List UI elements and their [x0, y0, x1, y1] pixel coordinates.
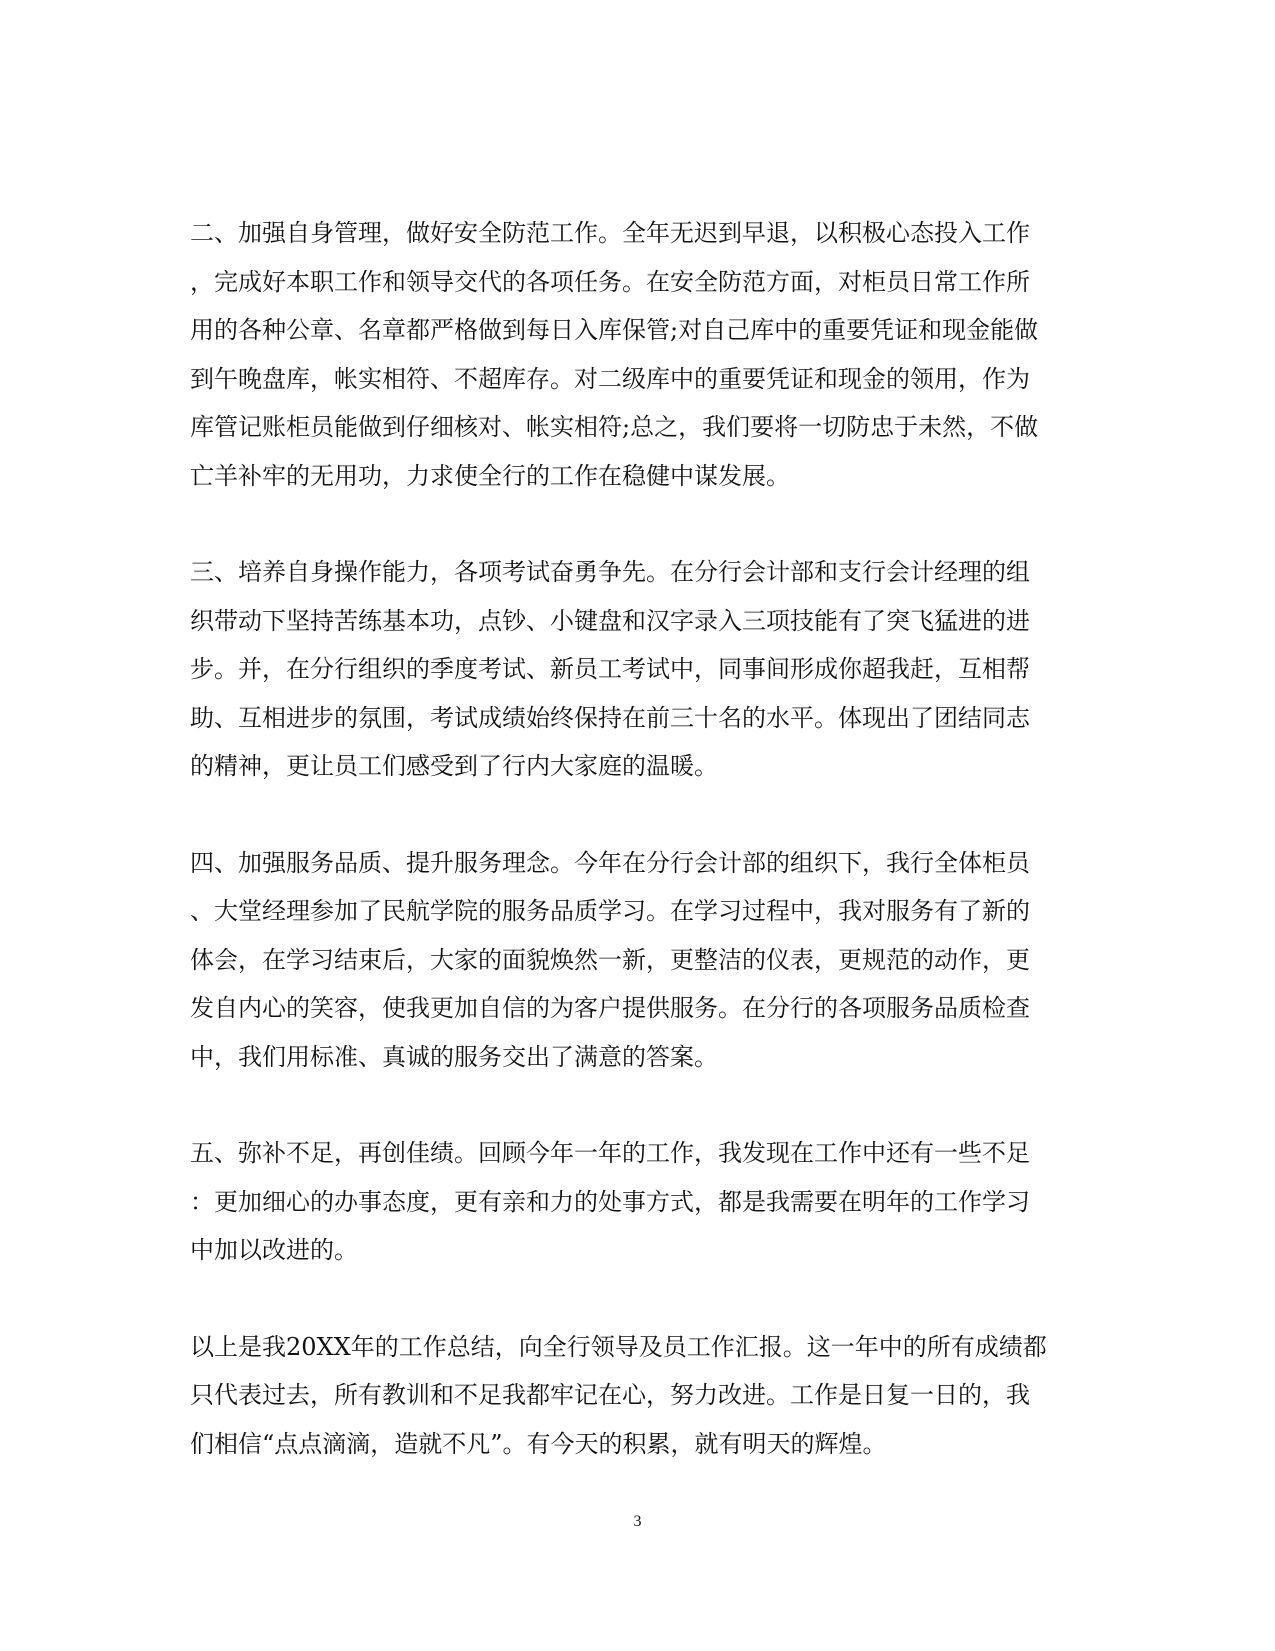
paragraph-line: 、大堂经理参加了民航学院的服务品质学习。在学习过程中，我对服务有了新的: [190, 897, 1030, 925]
paragraph-line: ：更加细心的办事态度，更有亲和力的处事方式，都是我需要在明年的工作学习: [190, 1187, 1030, 1216]
paragraph-line: 用的各种公章、名章都严格做到每日入库保管;对自己库中的重要凭证和现金能做: [190, 316, 1039, 344]
paragraph-line: 只代表过去，所有教训和不足我都牢记在心，努力改进。工作是日复一日的，我: [190, 1381, 1030, 1409]
paragraph-improvements: [190, 1129, 1080, 1275]
paragraph-line: 亡羊补牢的无用功，力求使全行的工作在稳健中谋发展。: [190, 461, 790, 490]
paragraph-line: 二、加强自身管理，做好安全防范工作。全年无迟到早退，以积极心态投入工作: [190, 219, 1030, 247]
paragraph-line: 助、互相进步的氛围，考试成绩始终保持在前三十名的水平。体现出了团结同志: [190, 703, 1030, 732]
document-body: [190, 209, 1080, 1468]
paragraph-line: 发自内心的笑容，使我更加自信的为客户提供服务。在分行的各项服务品质检查: [190, 994, 1030, 1022]
paragraph-line: 织带动下坚持苦练基本功，点钞、小键盘和汉字录入三项技能有了突飞猛进的进: [190, 606, 1030, 635]
paragraph-line: 们相信“点点滴滴，造就不凡”。有今天的积累，就有明天的辉煌。: [190, 1429, 887, 1458]
paragraph-operation-skills: [190, 548, 1080, 791]
paragraph-line: 的精神，更让员工们感受到了行内大家庭的温暖。: [190, 752, 718, 780]
paragraph-line: 中，我们用标准、真诚的服务交出了满意的答案。: [190, 1042, 718, 1071]
paragraph-conclusion: [190, 1323, 1080, 1469]
paragraph-security-management: [190, 209, 1080, 500]
paragraph-line: 库管记账柜员能做到仔细核对、帐实相符;总之，我们要将一切防忠于未然，不做: [190, 413, 1039, 441]
paragraph-line: 中加以改进的。: [190, 1236, 358, 1264]
paragraph-line: 四、加强服务品质、提升服务理念。今年在分行会计部的组织下，我行全体柜员: [190, 848, 1030, 877]
paragraph-line: 步。并，在分行组织的季度考试、新员工考试中，同事间形成你超我赶，互相帮: [190, 655, 1030, 683]
paragraph-line: 以上是我20XX年的工作总结，向全行领导及员工作汇报。这一年中的所有成绩都: [190, 1332, 1047, 1361]
paragraph-line: ，完成好本职工作和领导交代的各项任务。在安全防范方面，对柜员日常工作所: [190, 267, 1030, 296]
page-number: 3: [633, 1513, 642, 1530]
paragraph-line: 五、弥补不足，再创佳绩。回顾今年一年的工作，我发现在工作中还有一些不足: [190, 1139, 1030, 1167]
paragraph-line: 体会，在学习结束后，大家的面貌焕然一新，更整洁的仪表，更规范的动作，更: [190, 945, 1030, 974]
paragraph-line: 到午晚盘库，帐实相符、不超库存。对二级库中的重要凭证和现金的领用，作为: [190, 364, 1030, 393]
paragraph-service-quality: [190, 839, 1080, 1082]
paragraph-line: 三、培养自身操作能力，各项考试奋勇争先。在分行会计部和支行会计经理的组: [190, 558, 1030, 586]
